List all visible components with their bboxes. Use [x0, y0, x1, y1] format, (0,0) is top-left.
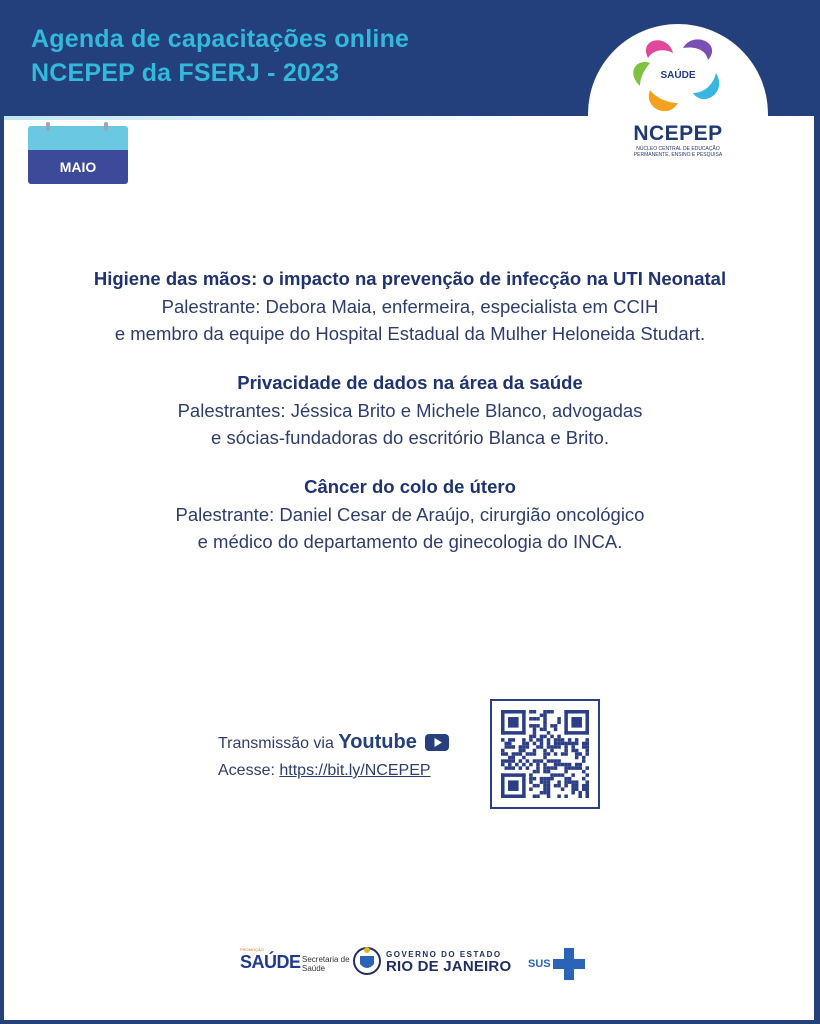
- calendar-month: MAIO: [28, 150, 128, 184]
- talk-item: [30, 265, 790, 347]
- logo-name: NCEPEP: [633, 122, 723, 145]
- footer-logos: [240, 942, 600, 982]
- talk-item: [30, 473, 790, 555]
- youtube-icon: [425, 734, 449, 759]
- stream-platform: Youtube: [338, 731, 417, 753]
- secretaria-line-1: Secretaria de: [302, 955, 350, 964]
- calendar-badge: [28, 126, 128, 184]
- gov-line-1: GOVERNO DO ESTADO: [386, 950, 502, 959]
- gov-line-2: RIO DE JANEIRO: [386, 958, 512, 975]
- calendar-ring-left: [46, 122, 50, 131]
- calendar-top: [28, 126, 128, 150]
- talk-speaker-line: e médico do departamento de ginecologia do INCA.: [197, 531, 623, 552]
- header-gradient-line: [4, 116, 604, 120]
- title-line-1: Agenda de capacitações online: [31, 25, 410, 53]
- stream-info: [218, 730, 449, 783]
- talk-speaker-line: Palestrante: Daniel Cesar de Araújo, cirurgião oncológico: [175, 504, 645, 525]
- sus-text: SUS: [528, 958, 551, 970]
- stream-url-link[interactable]: https://bit.ly/NCEPEP: [279, 762, 431, 779]
- stream-line: [218, 730, 449, 759]
- rj-crest-icon: [352, 944, 382, 978]
- talk-title: Privacidade de dados na área da saúde: [237, 372, 583, 393]
- qr-code[interactable]: [490, 699, 600, 809]
- talk-speaker-line: e sócias-fundadoras do escritório Blanca e Brito.: [211, 427, 609, 448]
- talk-title: Câncer do colo de útero: [304, 476, 516, 497]
- secretaria-line-2: Saúde: [302, 964, 326, 973]
- qr-code-pattern: [501, 710, 589, 798]
- talk-list: [30, 265, 790, 577]
- page-title: [31, 22, 409, 90]
- stream-prefix: Transmissão via: [218, 735, 334, 752]
- logo-badge-text: SAÚDE: [660, 70, 696, 81]
- saude-logo-text: SAÚDE: [240, 952, 301, 972]
- logo-swirl-icon: [628, 28, 728, 123]
- title-line-2: NCEPEP da FSERJ - 2023: [31, 59, 340, 87]
- saude-small-text: PROMOÇÃO: [240, 947, 264, 952]
- access-line: [218, 759, 449, 783]
- access-label: Acesse:: [218, 762, 275, 779]
- talk-speaker-line: Palestrantes: Jéssica Brito e Michele Blanco, advogadas: [177, 400, 643, 421]
- talk-title: Higiene das mãos: o impacto na prevenção de infecção na UTI Neonatal: [93, 268, 727, 289]
- talk-item: [30, 369, 790, 451]
- talk-speaker-line: Palestrante: Debora Maia, enfermeira, especialista em CCIH: [161, 296, 659, 317]
- sus-cross-icon: [553, 948, 585, 980]
- logo-subtitle: NÚCLEO CENTRAL DE EDUCAÇÃO PERMANENTE, ENSINO E PESQUISA: [633, 146, 723, 158]
- talk-speaker-line: e membro da equipe do Hospital Estadual da Mulher Heloneida Studart.: [114, 323, 706, 344]
- secretaria-text: [302, 955, 350, 973]
- calendar-ring-right: [104, 122, 108, 131]
